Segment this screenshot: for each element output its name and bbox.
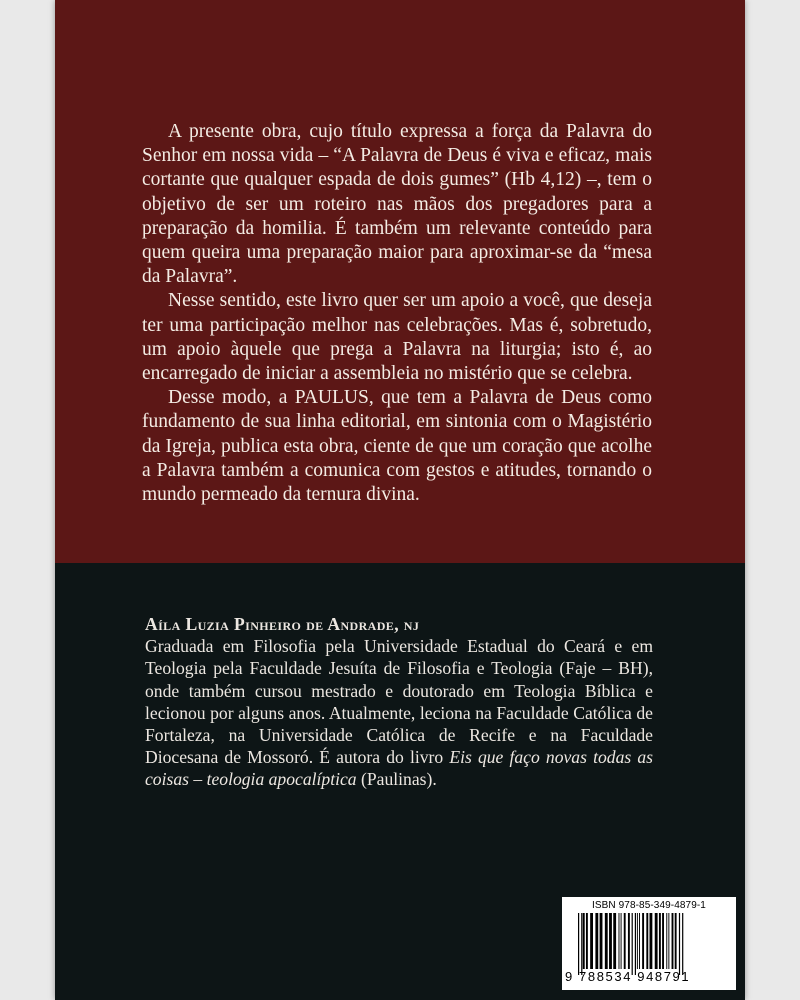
author-bio-text: Graduada em Filosofia pela Universidade Estadual do Ceará e em Teologia pela Faculdade Jesuíta de Filosofia e Teologia (Faje – BH), onde também cursou mestrado e doutorado em Teologia Bíblica e lecionou por alguns anos. Atualmente, leciona na Faculdade Católica de Fortaleza, na Universidade Católica de Recife e na Faculdade Diocesana de Mossoró. É autora do livro bbox=[145, 636, 653, 768]
synopsis-text bbox=[142, 120, 652, 507]
synopsis-panel bbox=[55, 0, 745, 563]
isbn-barcode bbox=[562, 897, 736, 990]
isbn-label: ISBN 978-85-349-4879-1 bbox=[592, 900, 706, 911]
author-book-title: Eis que faço novas todas as coisas – teologia apocalíptica bbox=[145, 747, 653, 790]
author-section bbox=[145, 613, 653, 791]
author-book-publisher: (Paulinas). bbox=[356, 769, 437, 790]
barcode-bars bbox=[576, 913, 728, 975]
author-name: Aíla Luzia Pinheiro de Andrade, nj bbox=[145, 614, 420, 634]
synopsis-paragraph-3: Desse modo, a PAULUS, que tem a Palavra de Deus como fundamento de sua linha editorial, em sintonia com o Magistério da Igreja, publica esta obra, ciente de que um coração que acolhe a Palavra também a comunica com gestos e atitudes, tornando o mundo permeado da ternura divina. bbox=[142, 387, 652, 506]
back-cover bbox=[55, 0, 745, 1000]
author-bio bbox=[145, 635, 653, 790]
synopsis-paragraph-2: Nesse sentido, este livro quer ser um apoio a você, que deseja ter uma participação melhor nas celebrações. Mas é, sobretudo, um apoio àquele que prega a Palavra na liturgia; isto é, ao encarregado de iniciar a assembleia no mistério que se celebra. bbox=[142, 290, 652, 385]
ean-digits: 9 788534 948791 bbox=[565, 969, 691, 984]
synopsis-paragraph-1: A presente obra, cujo título expressa a força da Palavra do Senhor em nossa vida – “A Palavra de Deus é viva e eficaz, mais cortante que qualquer espada de dois gumes” (Hb 4,12) –, tem o objetivo de ser um roteiro nas mãos dos pregadores para a preparação da homilia. É também um relevante conteúdo para quem queira uma preparação maior para aproximar-se da “mesa da Palavra”. bbox=[142, 121, 652, 288]
